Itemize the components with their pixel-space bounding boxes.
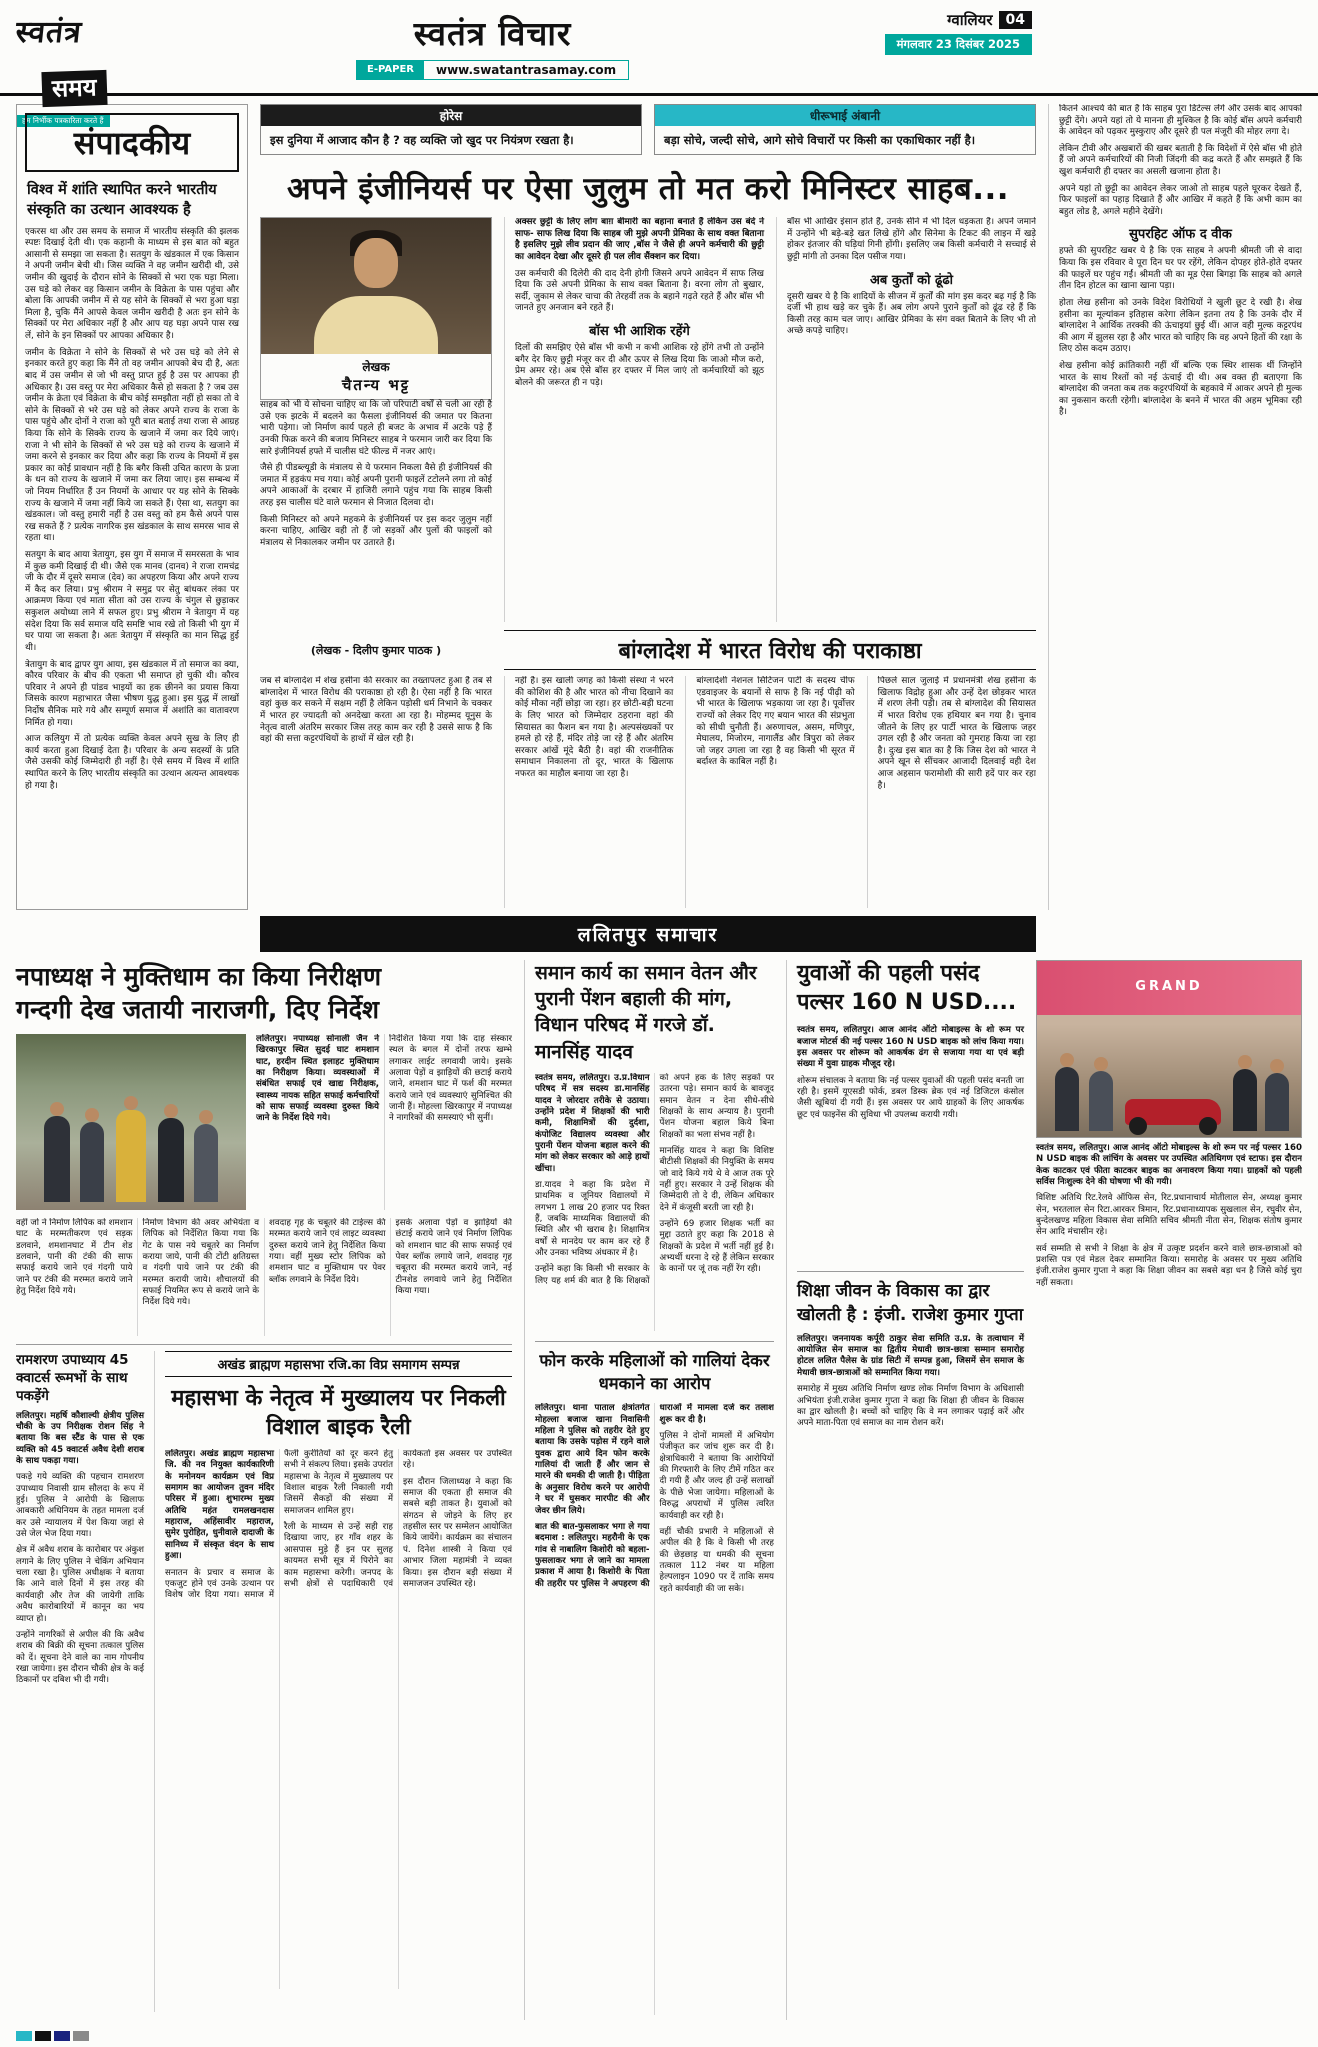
page-number: 04 (999, 11, 1032, 29)
article-subhead: बॉस भी आशिक रहेंगे (589, 323, 690, 339)
article-paragraph: शोरूम संचालक ने बताया कि नई पल्सर युवाओं की पहली पसंद बनती जा रही है। इसमें यूएसडी फोर्क, डबल डिस्क ब्रेक एवं नई डिजिटल कंसोल जैसी खूबियां दी गयी हैं। इस अवसर पर आये ग्राहकों के लिए आकर्षक छूट एवं फाइनेंस की सुविधा भी उपलब्ध करायी गयी। (797, 1075, 1024, 1120)
author-label: लेखक (362, 360, 390, 375)
article-paragraph: निर्माण विभाग की अवर अभियंता व लिपिक को निर्देशित किया गया कि गेट के पास नये चबूतरे का निर्माण कराया जाये, पानी की टोंटी क्षतिग्रस्त व गंदगी पाये जाने पर टंकी की मरम्मत करायी जाये। शौचालयों की सफाई नियमित रूप से कराये जाने के निर्देश दिये गये। (142, 1218, 259, 1308)
lead-article-col1 (260, 217, 492, 622)
page-title: स्वतंत्र विचार (413, 14, 572, 53)
article-paragraph: जैसे ही पीडब्ल्यूडी के मंत्रालय से ये फरमान निकला वैसे ही इंजीनियर्स की जमात में हड़कंप मच गया। कोई अपनी पुरानी फाइलें टटोलने लगा तो कोई अपने आकाओं के दरबार में हाजिरी लगाने पहुंच गया कि साहब किसी तरह इस चालीस घंटे वाले फरमान से निजात दिलवा दो। (260, 463, 492, 508)
lead-article-byline: (लेखक - दिलीप कुमार पाठक ) (310, 643, 442, 657)
article-paragraph: पकड़े गये व्यक्ति की पहचान रामशरण उपाध्याय निवासी ग्राम सौलदा के रूप में हुई। पुलिस ने आरोपी के खिलाफ आबकारी अधिनियम के तहत मामला दर्ज कर उसे न्यायालय में पेश किया जहां से उसे जेल भेज दिया गया। (16, 1472, 144, 1540)
mahasabha-strapline: अखंड ब्राह्मण महासभा रजि.का विप्र समागम सम्पन्न (165, 1351, 512, 1377)
inspection-article (16, 960, 512, 2020)
ramsharan-article (16, 1351, 144, 2012)
article-paragraph: उन्होंने 69 हजार शिक्षक भर्ती का मुद्दा उठाते हुए कहा कि 2018 से शिक्षकों के प्रदेश में भर्ती नहीं हुई है। अभ्यर्थी धरना दे रहे हैं लेकिन सरकार के कानों पर जूं तक नहीं रेंग रही। (659, 1219, 774, 1275)
article-lead: ललितपुर। थाना पाताल क्षेत्रांतर्गत मोहल्ला बजाज खाना निवासिनी महिला ने पुलिस को तहरीर देते हुए बताया कि उसके पड़ोस में रहने वाले युवक द्वारा आये दिन फोन करके गालियां दी जाती हैं और जान से मारने की धमकी दी जाती है। पीड़िता के अनुसार विरोध करने पर आरोपी ने घर में घुसकर मारपीट की और जेवर छीन लिये। (535, 1403, 650, 1516)
bangladesh-header-row (260, 630, 1036, 670)
article-paragraph: क्षेत्र में अवैध शराब के कारोबार पर अंकुश लगाने के लिए पुलिस ने चेकिंग अभियान चला रखा है। पुलिस अधीक्षक ने बताया कि आने वाले दिनों में इस तरह की कार्यवाही और तेज की जायेगी ताकि अवैध कारोबारियों में कानून का भय व्याप्त हो। (16, 1545, 144, 1624)
article-paragraph: शेख हसीना कोई क्रांतिकारी नहीं थीं बल्कि एक स्थिर शासक थीं जिन्होंने भारत के साथ रिश्तों को नई ऊंचाई दी थी। अब वक्त ही बताएगा कि बांग्लादेश की जनता कब तक कट्टरपंथियों के बहकावे में आकर अपने ही मुल्क का नुकसान करती रहेगी। बांग्लादेश के बनने में भारत की अहम भूमिका रही है। (1059, 360, 1302, 418)
headline-line: नपाध्यक्ष ने मुक्तिधाम का किया निरीक्षण (16, 962, 382, 991)
pulsar-headline (797, 960, 1024, 1017)
article-paragraph: अपने यहां तो छुट्टी का आवेदन लेकर जाओ तो साहब पहले घूरकर देखते हैं, फिर फाइलों का पहाड़ दिखाते हैं और आखिर में कहते हैं कि अभी काम का बहुत लोड है, अगले महीने देखेंगे। (1059, 183, 1302, 217)
article-paragraph: होता लेख हसीना को उनके विदेश विरोधियों ने खुली छूट दे रखी है। शेख हसीना का मूल्यांकन इतिहास करेगा लेकिन इतना तय है कि उनके दौर में बांग्लादेश ने आर्थिक तरक्की की ऊंचाइयां छुई थीं। आज वही मुल्क कट्टरपंथ की आग में झुलस रहा है और भारत को चाहिए कि वह अपने हितों की रक्षा के लिए ठोस कदम उठाए। (1059, 297, 1302, 355)
bangladesh-col (260, 676, 492, 908)
editorial-column (16, 104, 248, 910)
logo-line2: समय (41, 70, 107, 107)
quote-author: धीरूभाई अंबानी (655, 105, 1035, 126)
pension-headline: समान कार्य का समान वेतन और पुरानी पेंशन बहाली की मांग, विधान परिषद में गरजे डॉ. मानसिंह यादव (535, 962, 757, 1063)
author-photo (261, 218, 491, 354)
inspection-photo (16, 1034, 246, 1210)
mahasabha-article (154, 1351, 512, 2012)
logo-line1: स्वतंत्र (13, 15, 84, 50)
epaper-bar (356, 60, 629, 80)
article-paragraph: उन्होंने कहा कि किसी भी सरकार के लिए यह शर्म की बात है कि शिक्षकों को अपने हक के लिए सड़कों पर उतरना पड़े। समान कार्य के बावजूद समान वेतन न देना सीधे-सीधे शिक्षकों के साथ अन्याय है। पुरानी पेंशन योजना बहाल किये बिना शिक्षकों का भला संभव नहीं है। (535, 1072, 774, 1286)
article-paragraph: इस दौरान जिलाध्यक्ष ने कहा कि समाज की एकता ही समाज की सबसे बड़ी ताकत है। युवाओं को संगठन से जोड़ने के लिए हर तहसील स्तर पर सम्मेलन आयोजित किये जायेंगे। कार्यक्रम का संचालन पं. दिनेश शास्त्री ने किया एवं आभार जिला महामंत्री ने व्यक्त किया। इस दौरान बड़ी संख्या में समाजजन उपस्थित रहे। (403, 1476, 512, 1589)
article-paragraph: हफ्ते की सुपरहिट खबर ये है कि एक साहब ने अपनी श्रीमती जी से वादा किया कि इस रविवार वे पूरा दिन घर पर रहेंगे, लेकिन दोपहर होते-होते दफ्तर की फाइलें घर पहुंच गईं। श्रीमती जी का मूड ऐसा बिगड़ा कि साहब को अगले तीन दिन होटल का खाना खाना पड़ा। (1059, 246, 1302, 292)
article-paragraph: दूसरी खबर ये है कि शादियों के सीजन में कुर्तों की मांग इस कदर बढ़ गई है कि दर्जी भी हाथ खड़े कर चुके हैं। अब लोग अपने पुराने कुर्तों को ढूंढ रहे हैं कि किसी तरह काम चल जाए। आखिर प्रेमिका के संग वक्त बिताने के लिए भी तो अच्छे कपड़े चाहिए। (787, 291, 1036, 337)
edition-info (885, 10, 1032, 55)
editorial-paragraph: जमीन के विक्रेता ने सोने के सिक्कों से भरे उस घड़े को लेने से इनकार करते हुए कहा कि मैंने तो वह जमीन आपको बेच दी है, अतः बाद में उस जमीन से जो भी वस्तु प्राप्त हुई है उस पर आपका ही अधिकार है। उस वस्तु पर मेरा अधिकार कैसे हो सकता है ? जब उस जमीन के क्रेता एवं विक्रेता के बीच कोई समझौता नहीं हो सका तो वे सोने के सिक्कों से भरे उस घड़े को लेकर अपने राज्य के राजा के पास पहुंचे और दोनों ने राजा को पूरी बात बताई तथा राजा से आग्रह किया कि सोने के सिक्के राज्य के खजाने में जमा कर दिये जाएं। राजा ने भी सोने के सिक्कों से भरे उस घड़े को राज्य के खजाने में जमा करने से इनकार कर दिया और कहा कि राज्य के नियमों में इस प्रकार का कोई प्रावधान नहीं है कि बगैर किसी उचित कारण के प्रजा के धन को राज्य के खजाने में जमा कर लिया जाए। इस सम्बन्ध में जो नियम निर्धारित हैं उन नियमों के आधार पर यह सोने के सिक्के राज्य के खजाने में जमा नहीं किये जा सकते हैं। ऐसा था, सतयुग का खंडकाल। जो वस्तु हमारी नहीं है उस वस्तु को हम कैसे अपने पास रख सकते हैं ? प्रत्येक नागरिक इस खंडकाल के साथ समरस भाव से रहता था। (25, 347, 239, 544)
article-paragraph: दिलों की समझिए ऐसे बॉस भी कभी न कभी आशिक रहे होंगे तभी तो उन्होंने बगैर देर किए छुट्टी मंजूर कर दी और ऊपर से लिख दिया कि जाओ मौज करो, प्रेम अमर रहे। अब ऐसे बॉस हर दफ्तर में मिल जाएं तो कर्मचारियों को झूठ बोलने की जरूरत ही न पड़े। (515, 342, 764, 388)
article-paragraph: मानसिंह यादव ने कहा कि विशिष्ट बीटीसी शिक्षकों की नियुक्ति के समय जो वादे किये गये थे वे आज तक पूरे नहीं हुए। सरकार ने उन्हें शिक्षक की जिम्मेदारी तो दे दी, लेकिन अधिकार देने में कंजूसी बरती जा रही है। (659, 1145, 774, 1213)
bangladesh-col (504, 676, 673, 908)
lead-article-body (260, 217, 1036, 622)
editorial-paragraph: सतयुग के बाद आया त्रेतायुग, इस युग में समाज में समरसता के भाव में कुछ कमी दिखाई दी थी। जैसे एक मानव (दानव) ने राजा रामचंद्र जी के दौर में दूसरे समाज (देव) का अपहरण किया और अपने राज्य में कैद कर लिया। प्रभु श्रीराम ने समुद्र पर सेतु बांधकर लंका पर आक्रमण किया एवं माता सीता को उस राज्य के चंगुल से छुड़ाकर सकुशल अयोध्या लाने में सफल हुए। प्रभु श्रीराम ने त्रेतायुग में यह संदेश दिया कि सर्व समाज यदि समष्टि भाव रखे तो किसी भी युग में घर पाया जा सकता है। अतः त्रेतायुग में संस्कृति का मान सिद्ध हुई थी। (25, 550, 239, 653)
mahasabha-body (165, 1449, 512, 1989)
section-banner-row (0, 910, 1318, 958)
article-intro: अक्सर छुट्टी के लिए लोग बाग़ बीमारी का बहाना बनाते हैं लेकिन उस बंदे ने साफ- साफ लिख दिया कि साहब जी मुझे अपनी प्रेमिका के साथ वक्त बिताना है इसलिए मुझे लीव प्रदान की जाए ,बॉस ने जैसे ही अपने कर्मचारी की छुट्टी का आवेदन देखा और दूसरे ही पल लीव सैंक्शन कर दिया। (515, 217, 764, 262)
phone-threat-body (535, 1403, 774, 2015)
article-subhead: सुपरहिट ऑफ द वीक (1129, 227, 1232, 243)
article-lead: स्वतंत्र समय, ललितपुर। आज आनंद ऑटो मोबाइल्स के शो रूम पर बजाज मोटर्स की नई पल्सर 160 N USD बाइक को लांच किया गया। इस अवसर पर शोरूम को आकर्षक ढंग से सजाया गया था एवं बड़ी संख्या में युवा ग्राहक मौजूद रहे। (797, 1025, 1024, 1070)
quote-text: इस दुनिया में आजाद कौन है ? वह व्यक्ति जो खुद पर नियंत्रण रखता है। (270, 133, 574, 147)
editorial-paragraph: त्रेतायुग के बाद द्वापर युग आया, इस खंडकाल में तो समाज का क्या, कौरव परिवार के बीच की एकता भी समाप्त हो चुकी थी। कौरव परिवार ने अपने ही पांडव भाइयों का हक छीनने का प्रयास किया जिसके कारण महाभारत जैसा भीषण युद्ध हुआ। इस युद्ध में लाखों निर्दोष सैनिक मारे गये और सम्पूर्ण समाज में अशांति का वातावरण निर्मित हो गया। (25, 659, 239, 728)
website-link[interactable]: www.swatantrasamay.com (436, 63, 617, 77)
top-section (0, 96, 1318, 910)
headline-line: पल्सर 160 N USD.... (797, 989, 1017, 1015)
article-paragraph: साहब को भी ये सोचना चाहिए था कि जो परिपाटी वर्षों से चली आ रही है उसे एक झटके में बदलने का फैसला इंजीनियर्स की जमात पर कितना भारी पड़ेगा। जो निर्माण कार्य पहले ही बजट के अभाव में अटके पड़े हैं उनकी फिक्र करने की बजाय मिनिस्टर साहब ने फरमान जारी कर दिया कि सारे इंजीनियर्स हफ्ते में चालीस घंटे फील्ड में नजर आएं। (260, 400, 492, 457)
lalitpur-news-banner: ललितपुर समाचार (260, 916, 1036, 952)
article-paragraph: विशिष्ट अतिथि रिट.रेलवे ऑफिस सेन, रिट.प्रधानाचार्य मोतीलाल सेन, अध्यक्ष कुमार सेन, भरतलाल सेन रिटा.आरकर त्रिमान, रिट.प्रधानाध्यापक सुखलाल सेन, रघुवीर सेन, बुन्देलखण्ड महिला विकास सेवा समिति सचिव श्रीमती नीता सेन, शिक्षक संतोष कुमार सेन आदि मंचासीन रहे। (1036, 1193, 1302, 1238)
pulsar-launch-photo (1036, 960, 1302, 1138)
headline-line: गन्दगी देख जतायी नाराजगी, दिए निर्देश (16, 995, 379, 1024)
article-lead: ललितपुर। जननायक कर्पूरी ठाकुर सेवा समिति उ.प्र. के तत्वाधान में आयोजित सेन समाज का द्वितीय मेधावी छात्र-छात्रा सम्मान समारोह होटल ललित पैलेस के ग्रांड सिटी में सम्पन्न हुआ, जिसमें सेन समाज के मेधावी छात्र-छात्राओं को सम्मानित किया गया। (797, 1333, 1024, 1378)
shiksha-article (797, 1271, 1024, 1429)
headline-line: युवाओं की पहली पसंद (797, 961, 980, 986)
bottom-section (0, 958, 1318, 2020)
article-lead: ललितपुर। महर्षि कौशाल्यी क्षेत्रीय पुलिस चौकी के उप निरीक्षक रोशन सिंह ने बताया कि बस स्टैंड के पास से एक व्यक्ति को 45 क्वाटर्स अवैध देशी शराब के साथ पकड़ा गया। (16, 1410, 144, 1467)
mahasabha-headline: महासभा के नेतृत्व में मुख्यालय पर निकली विशाल बाइक रैली (171, 1386, 506, 1441)
footer-color-strip (16, 2031, 89, 2041)
editorial-headline: विश्व में शांति स्थापित करने भारतीय संस्कृति का उत्थान आवश्यक है (27, 182, 217, 219)
quote-box-horace (260, 104, 642, 155)
article-paragraph: किसी मिनिस्टर को अपने महकमे के इंजीनियर्स पर इस कदर जुलुम नहीं करना चाहिए, आखिर वही तो हैं जो सड़कों और पुलों की फाइलों को मंत्रालय से निकालकर जमीन पर उतारते हैं। (260, 514, 492, 548)
article-lead: ललितपुर। अखंड ब्राह्मण महासभा जि. की नव नियुक्त कार्यकारिणी के मनोनयन कार्यक्रम एवं विप्र समागम का आयोजन तुवन मंदिर परिसर में हुआ। शुभारम्भ मुख्य अतिथि महंत रामलखनदास महाराज, अहिंसावीर महाराज, सुमेर पुरोहित, धुनीवाले दादाजी के सानिध्य में संस्कृत वंदन के साथ हुआ। (165, 1449, 274, 1562)
article-paragraph: लेकिन टीवी और अखबारों की खबर बताती है कि विदेशों में ऐसे बॉस भी होते हैं जो अपने कर्मचारियों की निजी जिंदगी की कद्र करते हैं और समझते हैं कि खुश कर्मचारी ही दफ्तर का असली खजाना होता है। (1059, 143, 1302, 178)
article-paragraph: वहीं चौकी प्रभारी ने महिलाओं से अपील की है कि वे किसी भी तरह की छेड़छाड़ या धमकी की सूचना तत्काल 112 नंबर या महिला हेल्पलाइन 1090 पर दें ताकि समय रहते कार्यवाही की जा सके। (659, 1526, 774, 1594)
inspection-headline (16, 960, 512, 1026)
pulsar-photo-column (1036, 960, 1302, 2020)
logo-tagline: हम निर्भीक पत्रकारिता करते हैं (16, 115, 110, 127)
article-paragraph: नहीं है। इस खाली जगह को किसी संस्था ने भरने की कोशिश की है और भारत को नीचा दिखाने का कोई मौका नहीं छोड़ा जा रहा। हर छोटी-बड़ी घटना के लिए भारत को जिम्मेदार ठहराना वहां की सियासत का फैशन बन गया है। अल्पसंख्यकों पर हमले हो रहे हैं, मंदिर तोड़े जा रहे हैं और अंतरिम सरकार आंखें मूंदे बैठी है। वहां की राजनीतिक समाधान निकालना तो दूर, भारत के खिलाफ नफरत का माहौल बनाया जा रहा है। (515, 676, 674, 779)
inspection-body (16, 1218, 512, 1336)
article-paragraph: इसके अलावा पेड़ों व झाड़ियों की छंटाई कराये जाने एवं निर्माण लिपिक को शमशान घाट की साफ सफाई एवं पेवर ब्लॉक लगाये जाने, शवदाह गृह चबूतरा की मरम्मत कराये जाने, नई टीनशेड लगवाये जाने हेतु निर्देशित किया गया। (395, 1218, 512, 1297)
article-lead: स्वतंत्र समय, ललितपुर। उ.प्र.विधान परिषद में सत्र सदस्य डा.मानसिंह यादव ने जोरदार तरीके से उठाया। उन्होंने प्रदेश में शिक्षकों की भारी कमी, शिक्षामित्रों की दुर्दशा, कंपोजिट विद्यालय व्यवस्था और पुरानी पेंशन योजना बहाल करने की मांग को लेकर सरकार को आड़े हाथों खींचा। (535, 1072, 650, 1174)
quote-text: बड़ा सोचे, जल्दी सोचे, आगे सोचे विचारों पर किसी का एकाधिकार नहीं है। (664, 133, 976, 147)
epaper-badge[interactable]: E-PAPER (357, 61, 424, 79)
article-paragraph: सर्व सम्मति से सभी ने शिक्षा के क्षेत्र में उत्कृष्ट प्रदर्शन करने वाले छात्र-छात्राओं को प्रशस्ति पत्र एवं मेडल देकर सम्मानित किया। समारोह के अवसर पर मुख्य अतिथि इंजी.राजेश कुमार गुप्ता ने कहा कि शिक्षा जीवन का सबसे बड़ा धन है जिसे कोई चुरा नहीं सकता। (1036, 1243, 1302, 1288)
article-lead: ललितपुर। नपाध्यक्ष सोनाली जैन ने खिरकापुर स्थित सुदई घाट शमशान घाट, हरदीन स्थित इलाहट मुक्तिधाम का निरीक्षण किया। व्यवस्थाओं में संबंधित सफाई एवं खाद्य निरीक्षक, स्वास्थ्य नायक सहित सफाई कर्मचारियों को साफ सफाई व्यवस्था दुरुस्त किये जाने के निर्देश दिये गये। (256, 1034, 379, 1124)
author-name: चैतन्य भट्ट (341, 376, 411, 395)
bangladesh-body (260, 676, 1036, 908)
masthead-center (356, 10, 629, 80)
article-paragraph: पिछले साल जुलाई में प्रधानमंत्री शेख हसीना के खिलाफ विद्रोह हुआ और उन्हें देश छोड़कर भारत में शरण लेनी पड़ी। तब से बांग्लादेश की सियासत में भारत विरोध एक हथियार बन गया है। चुनाव जीतने के लिए हर पार्टी भारत के खिलाफ जहर उगल रही है और जनता को गुमराह किया जा रहा है। दुःख इस बात का है कि जिस देश को भारत ने अपने खून से सींचकर आजादी दिलवाई वही देश आज अहसान फरामोशी की सारी हदें पार कर रहा है। (877, 676, 1036, 791)
lead-article-col3 (776, 217, 1036, 622)
article-paragraph: जब से बांग्लादेश में शेख हसीना की सरकार का तख्तापलट हुआ है तब से बांग्लादेश में भारत विरोध की पराकाष्ठा हो रही है। ऐसा नहीं है कि भारत वहां कुछ कर सकने में सक्षम नहीं है लेकिन पड़ोसी धर्म निभाने के चक्कर में भारत हर ज्यादती को अनदेखा करता आ रहा है। मोहम्मद यूनुस के नेतृत्व वाली अंतरिम सरकार जिस तरह काम कर रही है उससे साफ है कि वहां की सत्ता कट्टरपंथियों के हाथों में खेल रही है। (260, 676, 492, 745)
article-lead: बात की बात-फुसलाकर भगा ले गया बदमाश : ललितपुर। महरौनी के एक गांव से नाबालिग किशोरी को बहला-फुसलाकर भगा ले जाने का मामला प्रकाश में आया है। किशोरी के पिता की तहरीर पर पुलिस ने अपहरण की धाराओं में मामला दर्ज कर तलाश शुरू कर दी है। (535, 1403, 774, 1589)
article-paragraph: उस कर्मचारी की दिलेरी की दाद देनी होगी जिसने अपने आवेदन में साफ लिख दिया कि उसे अपनी प्रेमिका के साथ वक्त बिताना है। वरना लोग तो बुखार, सर्दी, जुकाम से लेकर चाचा की तेरहवीं तक के बहाने गढ़ते रहते हैं और बॉस भी जानते हुए अनजान बने रहते हैं। (515, 268, 764, 314)
quote-author: होरेस (261, 105, 641, 126)
bangladesh-headline: बांग्लादेश में भारत विरोध की पराकाष्ठा (504, 630, 1036, 670)
edition-city: ग्वालियर (947, 11, 993, 29)
bangladesh-col (685, 676, 854, 908)
article-paragraph: सनातन के प्रचार व समाज के एकजुट होने एवं उनके उत्थान पर विशेष जोर दिया गया। समाज में फैली कुरीतियों को दूर करने हेतु सभी ने संकल्प लिया। इसके उपरांत महासभा के नेतृत्व में मुख्यालय पर विशाल बाइक रैली निकाली गयी जिसमें सैकड़ों की संख्या में समाजजन शामिल हुए। (165, 1449, 393, 1601)
editorial-section-title: संपादकीय (25, 113, 239, 172)
photo-caption: स्वतंत्र समय, ललितपुर। आज आनंद ऑटो मोबाइल्स के शो रूम पर नई पल्सर 160 N USD बाइक की लांचिंग के अवसर पर उपस्थित अतिथिगण एवं स्टाफ। इस दौरान केक काटकर एवं फीता काटकर बाइक का अनावरण किया गया। ग्राहकों को पहली सर्विस निःशुल्क देने की घोषणा भी की गयी। (1036, 1143, 1302, 1188)
article-paragraph: समारोह में मुख्य अतिथि निर्माण खण्ड लोक निर्माण विभाग के अधिशासी अभियंता इंजी.राजेश कुमार गुप्ता ने कहा कि शिक्षा ही जीवन के विकास का द्वार खोलती है। बच्चों को चाहिए कि वे मन लगाकर पढ़ाई करें और अपने माता-पिता एवं समाज का नाम रोशन करें। (797, 1384, 1024, 1429)
article-subhead: अब कुर्तों को ढूंढो (869, 272, 954, 288)
article-paragraph: वहीं जो ने निर्माण लिपिक को शमशान घाट के मरम्मतीकरण एवं सड़क डलवाने, शमशानघाट में टीन शेड डलवाने, पानी की टंकी की साफ सफाई कराये जाने एवं गंदगी पाये जाने पर टंकी की मरम्मत कराये जाने हेतु निर्देश दिये गये। (16, 1218, 133, 1297)
article-paragraph: कितने आश्चर्य की बात है कि साहब पूरा डिटेल्स लेंगे और उसके बाद आपको छुट्टी देंगे। अपने यहां तो ये मानना ही मुश्किल है कि कोई बॉस अपने कर्मचारी के आवेदन को पढ़कर मुस्कुराए और दूसरे ही पल मंजूरी की मोहर लगा दे। (1059, 104, 1302, 138)
article-paragraph: बांग्लादेशी नेशनल सिटिजन पार्टी के सदस्य चीफ एडवाइजर के बयानों से साफ है कि नई पीढ़ी को भी भारत के खिलाफ भड़काया जा रहा है। पूर्वोत्तर राज्यों को लेकर दिए गए बयान भारत की संप्रभुता को सीधी चुनौती हैं। अरुणाचल, असम, मणिपुर, मेघालय, मिजोरम, नागालैंड और त्रिपुरा को लेकर जो जहर उगला जा रहा है वह किसी भी सूरत में बर्दाश्त के काबिल नहीं है। (696, 676, 855, 768)
editorial-paragraph: आज कलियुग में तो प्रत्येक व्यक्ति केवल अपने सुख के लिए ही कार्य करता हुआ दिखाई देता है। परिवार के अन्य सदस्यों के प्रति जैसे उसकी कोई जिम्मेदारी ही नहीं है। ऐसे समय में विश्व में शांति स्थापित करने के लिए भारतीय संस्कृति का उत्थान अत्यन्त आवश्यक हो गया है। (25, 734, 239, 791)
bangladesh-col (867, 676, 1036, 908)
pulsar-body (797, 1025, 1024, 1263)
pulsar-article (797, 960, 1024, 2020)
article-paragraph: रैली के माध्यम से उन्हें सही राह दिखाया जाए, हर गाँव शहर के आसपास मुड़े हैं इन पर सुलह कायमत सभी सूत्र में पिरोने का काम महासभा करेगी। जनपद के सभी क्षेत्रों से पदाधिकारी एवं कार्यकर्ता इस अवसर पर उपस्थित रहे। (284, 1449, 512, 1589)
main-column (260, 104, 1036, 910)
article-paragraph: शवदाह गृह के चबूतरे की टाईल्स की मरम्मत कराये जाने एवं लाइट व्यवस्था दुरुस्त कराये जाने हेतु निर्देशित किया गया। वहीं मुख्य स्टोर लिपिक को शमशान घाट व मुक्तिधाम पर पेवर ब्लॉक लगवाने के निर्देश दिये। (269, 1218, 386, 1285)
phone-threat-article (535, 1341, 774, 2016)
edition-date: मंगलवार 23 दिसंबर 2025 (885, 34, 1032, 55)
editorial-paragraph: एकरस था और उस समय के समाज में भारतीय संस्कृति की झलक स्पष्टः दिखाई देती थी। एक कहानी के माध्यम से इस बात को बहुत आसानी से समझा जा सकता है। सतयुग के खंडकाल में एक किसान ने अपनी जमीन बेची थी। जिस व्यक्ति ने वह जमीन खरीदी थी, उसे जमीन की खुदाई के दौरान सोने के सिक्कों से भरा एक घड़ा मिला। उस घड़े को लेकर वह किसान जमीन के विक्रेता के पास पहुंचा और बोला कि आपकी जमीन में से यह सोने के सिक्कों से भरा हुआ घड़ा मिला है, चुकि मैंने आपसे केवल जमीन खरीदी है अतः इन सोने के सिक्कों पर मेरा अधिकार नहीं है और आप यह घड़ा अपने पास रख लें, सोने के इन सिक्कों पर आपका अधिकार है। (25, 226, 239, 342)
shiksha-headline: शिक्षा जीवन के विकास का द्वार खोलती है : इंजी. राजेश कुमार गुप्ता (797, 1281, 1024, 1325)
right-bottom-column (786, 960, 1302, 2020)
right-rail-column (1048, 104, 1302, 910)
phone-threat-headline: फोन करके महिलाओं को गालियां देकर धमकाने का आरोप (539, 1350, 770, 1393)
lead-article-headline: अपने इंजीनियर्स पर ऐसा जुलुम तो मत करो मिनिस्टर साहब... (286, 171, 1010, 208)
author-card (260, 217, 492, 400)
article-paragraph: उन्होंने नागरिकों से अपील की कि अवैध शराब की बिक्री की सूचना तत्काल पुलिस को दें। सूचना देने वाले का नाम गोपनीय रखा जायेगा। इस दौरान चौकी क्षेत्र के कई ठिकानों पर दबिश भी दी गयी। (16, 1629, 144, 1686)
quotes-row (260, 104, 1036, 155)
quote-box-ambani (654, 104, 1036, 155)
inspection-lead-text (256, 1034, 512, 1210)
pension-body (535, 1073, 774, 1331)
ramsharan-headline: रामशरण उपाध्याय 45 क्वाटर्स रूमभों के साथ पकड़ेंगे (16, 1352, 129, 1405)
middle-bottom-column (524, 960, 774, 2020)
article-paragraph: पुलिस ने दोनों मामलों में अभियोग पंजीकृत कर जांच शुरू कर दी है। क्षेत्राधिकारी ने बताया कि आरोपियों की गिरफ्तारी के लिए टीमें गठित कर दी गयी हैं और जल्द ही उन्हें सलाखों के पीछे भेजा जायेगा। महिलाओं के विरुद्ध अपराधों में पुलिस त्वरित कार्यवाही कर रही है। (659, 1431, 774, 1521)
article-paragraph: बॉस भी आखिर इंसान होते हैं, उनके सीने में भी दिल धड़कता है। अपने जमाने में उन्होंने भी बड़े-बड़े खत लिखे होंगे और सिनेमा के टिकट की लाइन में खड़े होकर इंतजार की घड़ियां गिनी होंगी। इसलिए जब किसी कर्मचारी ने सच्चाई से छुट्टी मांगी तो उनका दिल पसीज गया। (787, 217, 1036, 262)
photo-banner-text: GRAND (1037, 961, 1301, 1015)
article-paragraph: डा.यादव ने कहा कि प्रदेश में प्राथमिक व जूनियर विद्यालयों में लगभग 1 लाख 20 हजार पद रिक्त हैं, जबकि माध्यमिक विद्यालयों की स्थिति और भी खराब है। शिक्षामित्र वर्षों से मानदेय पर काम कर रहे हैं और उनका भविष्य अंधकार में है। (535, 1179, 650, 1259)
article-paragraph: निर्देशित किया गया कि दाह संस्कार स्थल के बगल में दोनों तरफ खम्भे लगाकर लाईट लगवायी जाये। इसके अलावा पेड़ों व झाड़ियों की छटाई कराये जाने, शमशान घाट में फर्श की मरम्मत कराये जाने एवं व्यवस्थाएं सुनिश्चित की जानी हैं। मोहल्ला खिरकापुर में नपाध्यक्ष ने नागरिकों की समस्याएं भी सुनीं। (389, 1034, 512, 1124)
lead-article-col2 (504, 217, 764, 622)
